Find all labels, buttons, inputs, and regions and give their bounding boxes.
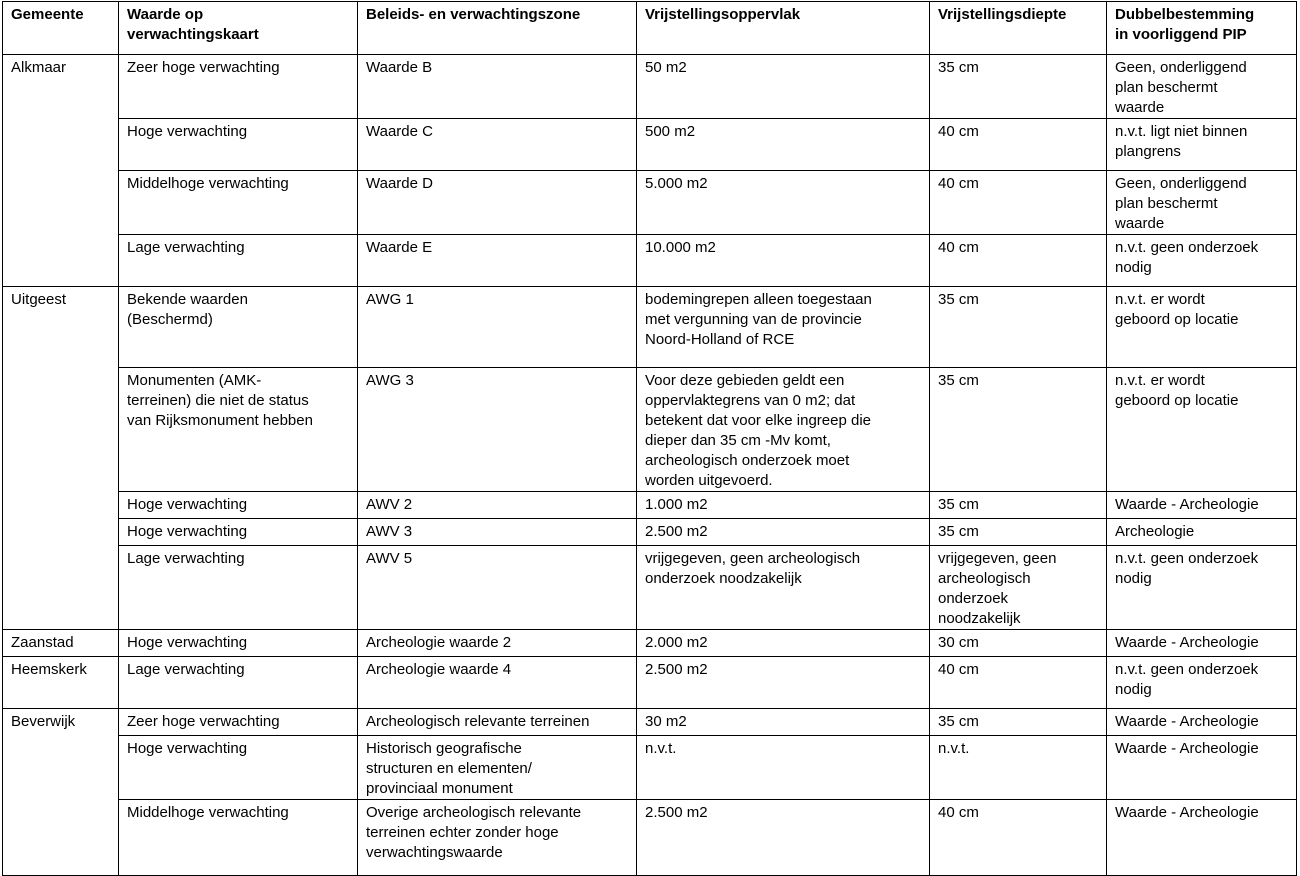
zone-cell: Waarde D xyxy=(358,171,637,235)
table-row xyxy=(3,171,1297,235)
diepte-cell: 30 cm xyxy=(930,630,1107,657)
diepte-cell: 35 cm xyxy=(930,709,1107,736)
zone-cell: AWV 3 xyxy=(358,519,637,546)
oppervlak-cell: 2.500 m2 xyxy=(637,657,930,709)
table-row xyxy=(3,736,1297,800)
oppervlak-cell: Voor deze gebieden geldt een oppervlaktegrens van 0 m2; dat betekent dat voor elke ingreep die dieper dan 35 cm -Mv komt, archeologisch onderzoek moet worden uitgevoerd. xyxy=(637,368,930,492)
table-row xyxy=(3,492,1297,519)
table-row xyxy=(3,368,1297,492)
header-oppervlak: Vrijstellingsoppervlak xyxy=(637,2,930,55)
waarde-cell: Hoge verwachting xyxy=(119,736,358,800)
table-row xyxy=(3,119,1297,171)
gemeente-cell-beverwijk: Beverwijk xyxy=(3,709,119,876)
oppervlak-cell: 5.000 m2 xyxy=(637,171,930,235)
dubbel-cell: Waarde - Archeologie xyxy=(1107,492,1297,519)
header-row xyxy=(3,2,1297,55)
diepte-cell: 40 cm xyxy=(930,657,1107,709)
oppervlak-cell: 1.000 m2 xyxy=(637,492,930,519)
dubbel-cell: Waarde - Archeologie xyxy=(1107,736,1297,800)
oppervlak-cell: 2.500 m2 xyxy=(637,519,930,546)
zone-cell: Archeologie waarde 4 xyxy=(358,657,637,709)
dubbel-cell: Geen, onderliggend plan beschermt waarde xyxy=(1107,171,1297,235)
diepte-cell: 40 cm xyxy=(930,171,1107,235)
zone-cell: Waarde C xyxy=(358,119,637,171)
header-diepte: Vrijstellingsdiepte xyxy=(930,2,1107,55)
oppervlak-cell: bodemingrepen alleen toegestaan met vergunning van de provincie Noord-Holland of RCE xyxy=(637,287,930,368)
dubbel-cell: Waarde - Archeologie xyxy=(1107,709,1297,736)
zone-cell: AWV 2 xyxy=(358,492,637,519)
diepte-cell: 40 cm xyxy=(930,800,1107,876)
dubbel-cell: n.v.t. er wordt geboord op locatie xyxy=(1107,287,1297,368)
waarde-cell: Monumenten (AMK- terreinen) die niet de status van Rijksmonument hebben xyxy=(119,368,358,492)
archeologie-table xyxy=(2,1,1297,876)
diepte-cell: 35 cm xyxy=(930,368,1107,492)
gemeente-cell-alkmaar: Alkmaar xyxy=(3,55,119,287)
diepte-cell: 40 cm xyxy=(930,235,1107,287)
zone-cell: Overige archeologisch relevante terreinen echter zonder hoge verwachtingswaarde xyxy=(358,800,637,876)
waarde-cell: Hoge verwachting xyxy=(119,519,358,546)
oppervlak-cell: 2.500 m2 xyxy=(637,800,930,876)
table-row xyxy=(3,519,1297,546)
oppervlak-cell: 50 m2 xyxy=(637,55,930,119)
diepte-cell: vrijgegeven, geen archeologisch onderzoek noodzakelijk xyxy=(930,546,1107,630)
header-zone: Beleids- en verwachtingszone xyxy=(358,2,637,55)
oppervlak-cell: n.v.t. xyxy=(637,736,930,800)
table-row xyxy=(3,546,1297,630)
diepte-cell: 40 cm xyxy=(930,119,1107,171)
waarde-cell: Middelhoge verwachting xyxy=(119,171,358,235)
diepte-cell: 35 cm xyxy=(930,492,1107,519)
waarde-cell: Hoge verwachting xyxy=(119,630,358,657)
dubbel-cell: Archeologie xyxy=(1107,519,1297,546)
waarde-cell: Zeer hoge verwachting xyxy=(119,709,358,736)
table-row xyxy=(3,709,1297,736)
dubbel-cell: Geen, onderliggend plan beschermt waarde xyxy=(1107,55,1297,119)
zone-cell: Waarde B xyxy=(358,55,637,119)
waarde-cell: Lage verwachting xyxy=(119,657,358,709)
gemeente-cell-zaanstad: Zaanstad xyxy=(3,630,119,657)
diepte-cell: 35 cm xyxy=(930,55,1107,119)
dubbel-cell: Waarde - Archeologie xyxy=(1107,630,1297,657)
oppervlak-cell: 30 m2 xyxy=(637,709,930,736)
zone-cell: Historisch geografische structuren en elementen/ provinciaal monument xyxy=(358,736,637,800)
header-gemeente: Gemeente xyxy=(3,2,119,55)
diepte-cell: n.v.t. xyxy=(930,736,1107,800)
waarde-cell: Hoge verwachting xyxy=(119,119,358,171)
zone-cell: AWG 3 xyxy=(358,368,637,492)
table-row xyxy=(3,800,1297,876)
oppervlak-cell: 2.000 m2 xyxy=(637,630,930,657)
zone-cell: AWV 5 xyxy=(358,546,637,630)
dubbel-cell: n.v.t. ligt niet binnen plangrens xyxy=(1107,119,1297,171)
waarde-cell: Hoge verwachting xyxy=(119,492,358,519)
dubbel-cell: Waarde - Archeologie xyxy=(1107,800,1297,876)
table-row xyxy=(3,630,1297,657)
oppervlak-cell: vrijgegeven, geen archeologisch onderzoek noodzakelijk xyxy=(637,546,930,630)
zone-cell: Archeologie waarde 2 xyxy=(358,630,637,657)
diepte-cell: 35 cm xyxy=(930,519,1107,546)
diepte-cell: 35 cm xyxy=(930,287,1107,368)
waarde-cell: Zeer hoge verwachting xyxy=(119,55,358,119)
table-row xyxy=(3,235,1297,287)
dubbel-cell: n.v.t. er wordt geboord op locatie xyxy=(1107,368,1297,492)
dubbel-cell: n.v.t. geen onderzoek nodig xyxy=(1107,546,1297,630)
zone-cell: AWG 1 xyxy=(358,287,637,368)
table-row xyxy=(3,287,1297,368)
waarde-cell: Lage verwachting xyxy=(119,235,358,287)
dubbel-cell: n.v.t. geen onderzoek nodig xyxy=(1107,235,1297,287)
dubbel-cell: n.v.t. geen onderzoek nodig xyxy=(1107,657,1297,709)
waarde-cell: Bekende waarden (Beschermd) xyxy=(119,287,358,368)
zone-cell: Waarde E xyxy=(358,235,637,287)
zone-cell: Archeologisch relevante terreinen xyxy=(358,709,637,736)
table-row xyxy=(3,657,1297,709)
oppervlak-cell: 10.000 m2 xyxy=(637,235,930,287)
gemeente-cell-heemskerk: Heemskerk xyxy=(3,657,119,709)
waarde-cell: Lage verwachting xyxy=(119,546,358,630)
oppervlak-cell: 500 m2 xyxy=(637,119,930,171)
gemeente-cell-uitgeest: Uitgeest xyxy=(3,287,119,630)
header-dubbel: Dubbelbestemming in voorliggend PIP xyxy=(1107,2,1297,55)
header-waarde: Waarde op verwachtingskaart xyxy=(119,2,358,55)
waarde-cell: Middelhoge verwachting xyxy=(119,800,358,876)
table-row xyxy=(3,55,1297,119)
